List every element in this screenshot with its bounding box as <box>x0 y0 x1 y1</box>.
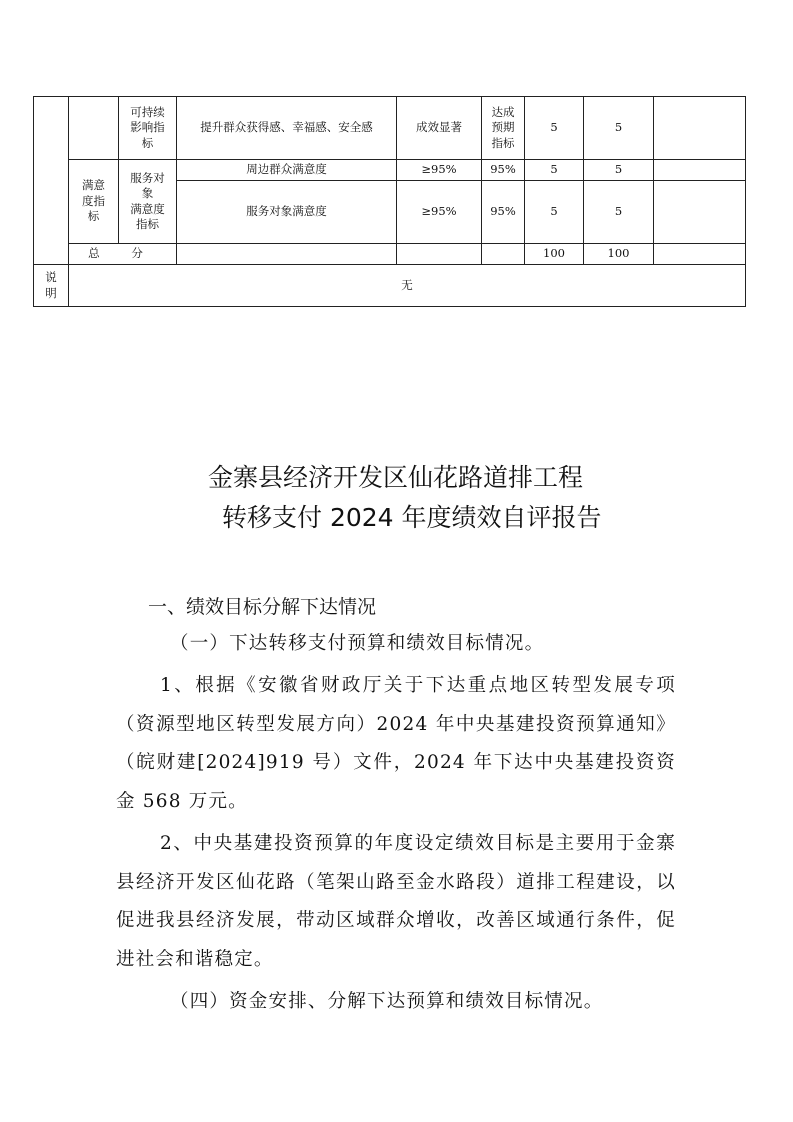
indicator-content-cell: 服务对象满意度 <box>177 181 397 244</box>
note-value-cell: 无 <box>69 265 746 307</box>
actual-value-cell: 达成 预期 指标 <box>482 97 525 160</box>
weight-cell: 5 <box>525 181 584 244</box>
report-title-line2: 转移支付 2024 年度绩效自评报告 <box>222 503 602 532</box>
weight-cell: 5 <box>525 160 584 181</box>
blank-first-level-cell <box>34 97 69 265</box>
indicator-content-cell: 周边群众满意度 <box>177 160 397 181</box>
target-value-cell: ≥95% <box>397 181 482 244</box>
total-label-cell: 总 分 <box>69 244 177 265</box>
subsection-heading: （四）资金安排、分解下达预算和绩效目标情况。 <box>170 991 604 1012</box>
total-blank-cell <box>482 244 525 265</box>
indicator-content-cell: 提升群众获得感、幸福感、安全感 <box>177 97 397 160</box>
sub-indicator-cell: 可持续 影响指 标 <box>119 97 177 160</box>
body-paragraph: 2、中央基建投资预算的年度设定绩效目标是主要用于金寨县经济开发区仙花路（笔架山路至金水路段）道排工程建设，以促进我县经济发展，带动区域群众增收，改善区域通行条件，促进社会和谐稳定。 <box>116 833 676 970</box>
note-label-cell: 说 明 <box>34 265 69 307</box>
actual-value-cell: 95% <box>482 181 525 244</box>
body-paragraph: 1、根据《安徽省财政厅关于下达重点地区转型发展专项（资源型地区转型发展方向）2024 年中央基建投资预算通知》（皖财建[2024]919 号）文件，2024 年下达中央基建投资资金 568 万元。 <box>116 675 676 812</box>
target-value-cell: ≥95% <box>397 160 482 181</box>
total-blank-cell <box>654 244 746 265</box>
section-heading: 一、绩效目标分解下达情况 <box>148 596 377 618</box>
report-title-line1: 金寨县经济开发区仙花路道排工程 <box>208 463 584 492</box>
score-cell: 5 <box>584 97 654 160</box>
satisfaction-sub-indicator-cell: 服务对 象 满意度 指标 <box>119 160 177 244</box>
score-cell: 5 <box>584 160 654 181</box>
performance-table <box>33 96 746 307</box>
total-weight-cell: 100 <box>525 244 584 265</box>
report-title <box>0 458 793 538</box>
satisfaction-category-cell: 满意 度指 标 <box>69 160 119 244</box>
remark-cell <box>654 160 746 181</box>
total-score-cell: 100 <box>584 244 654 265</box>
table-row <box>34 160 746 181</box>
remark-cell <box>654 97 746 160</box>
target-value-cell: 成效显著 <box>397 97 482 160</box>
weight-cell: 5 <box>525 97 584 160</box>
table-row <box>34 97 746 160</box>
remark-cell <box>654 181 746 244</box>
total-row <box>34 244 746 265</box>
subsection-heading: （一）下达转移支付预算和绩效目标情况。 <box>170 633 545 654</box>
note-row <box>34 265 746 307</box>
total-blank-cell <box>177 244 397 265</box>
score-cell: 5 <box>584 181 654 244</box>
blank-category-cell <box>69 97 119 160</box>
total-blank-cell <box>397 244 482 265</box>
actual-value-cell: 95% <box>482 160 525 181</box>
